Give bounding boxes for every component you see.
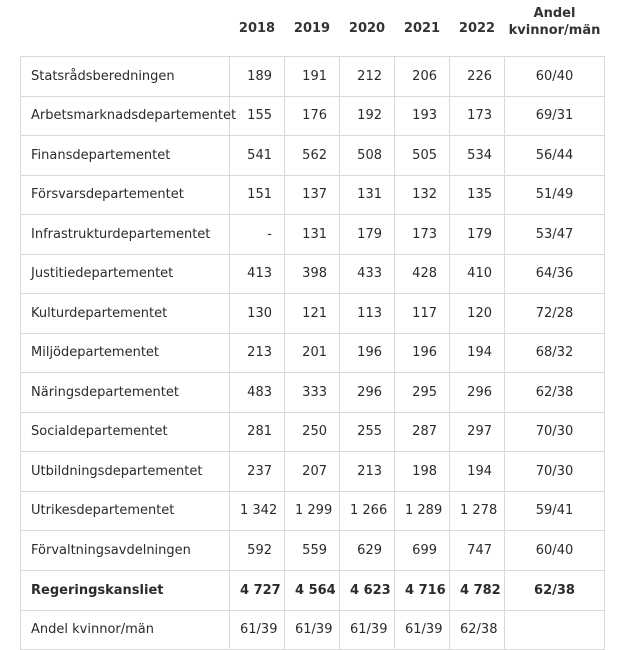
year-value-cell: 562 (285, 136, 340, 176)
year-value-cell: 508 (340, 136, 395, 176)
header-share-line2: kvinnor/män (508, 22, 601, 38)
year-value-cell: 1 266 (340, 491, 395, 531)
department-name-cell: Försvarsdepartementet (21, 175, 230, 215)
year-value-cell: 173 (395, 215, 450, 255)
year-value-cell: 194 (450, 333, 505, 373)
year-value-cell: 505 (395, 136, 450, 176)
share-cell: 69/31 (505, 96, 605, 136)
year-value-cell: 592 (230, 531, 285, 571)
share-cell: 72/28 (505, 294, 605, 334)
table-row (21, 254, 605, 294)
year-value-cell: 4 623 (340, 570, 395, 610)
department-name-cell: Utrikesdepartementet (21, 491, 230, 531)
year-value-cell: 151 (230, 175, 285, 215)
header-year: 2018 (238, 20, 276, 36)
year-value-cell: 255 (340, 412, 395, 452)
year-value-cell: 213 (230, 333, 285, 373)
year-value-cell: 198 (395, 452, 450, 492)
year-value-cell: 61/39 (395, 610, 450, 649)
year-value-cell: - (230, 215, 285, 255)
year-value-cell: 176 (285, 96, 340, 136)
year-value-cell: 132 (395, 175, 450, 215)
table-container (20, 0, 604, 650)
department-name-cell: Miljödepartementet (21, 333, 230, 373)
year-value-cell: 1 299 (285, 491, 340, 531)
year-value-cell: 433 (340, 254, 395, 294)
department-name-cell: Statsrådsberedningen (21, 57, 230, 97)
year-value-cell: 297 (450, 412, 505, 452)
year-value-cell: 201 (285, 333, 340, 373)
year-value-cell: 410 (450, 254, 505, 294)
year-value-cell: 130 (230, 294, 285, 334)
header-year: 2022 (458, 20, 496, 36)
share-cell: 62/38 (505, 373, 605, 413)
header-share-line1: Andel (533, 5, 576, 21)
department-name-cell: Kulturdepartementet (21, 294, 230, 334)
year-value-cell: 398 (285, 254, 340, 294)
department-name-cell: Arbetsmarknadsdepartementet (21, 96, 230, 136)
share-cell: 62/38 (505, 570, 605, 610)
share-cell: 70/30 (505, 452, 605, 492)
department-name-cell: Justitiedepartementet (21, 254, 230, 294)
department-name-cell: Infrastrukturdepartementet (21, 215, 230, 255)
year-value-cell: 196 (395, 333, 450, 373)
table-row (21, 136, 605, 176)
year-value-cell: 250 (285, 412, 340, 452)
table-row (21, 57, 605, 97)
total-row (21, 570, 605, 610)
table-row (21, 96, 605, 136)
header-year: 2019 (293, 20, 331, 36)
department-name-cell: Förvaltningsavdelningen (21, 531, 230, 571)
year-value-cell: 1 289 (395, 491, 450, 531)
table-row (21, 373, 605, 413)
year-value-cell: 191 (285, 57, 340, 97)
header-department (21, 0, 230, 57)
year-value-cell: 483 (230, 373, 285, 413)
year-value-cell: 629 (340, 531, 395, 571)
year-value-cell: 206 (395, 57, 450, 97)
table-row (21, 333, 605, 373)
table-body (21, 57, 605, 650)
year-value-cell: 131 (340, 175, 395, 215)
year-value-cell: 428 (395, 254, 450, 294)
department-name-cell: Utbildningsdepartementet (21, 452, 230, 492)
staff-table (20, 0, 605, 650)
year-value-cell: 213 (340, 452, 395, 492)
year-value-cell: 120 (450, 294, 505, 334)
share-cell (505, 610, 605, 649)
year-value-cell: 699 (395, 531, 450, 571)
year-value-cell: 333 (285, 373, 340, 413)
year-value-cell: 237 (230, 452, 285, 492)
year-value-cell: 295 (395, 373, 450, 413)
year-value-cell: 4 716 (395, 570, 450, 610)
year-value-cell: 135 (450, 175, 505, 215)
header-row (21, 0, 605, 57)
year-value-cell: 281 (230, 412, 285, 452)
year-value-cell: 113 (340, 294, 395, 334)
year-value-cell: 194 (450, 452, 505, 492)
year-value-cell: 541 (230, 136, 285, 176)
table-row (21, 412, 605, 452)
year-value-cell: 192 (340, 96, 395, 136)
share-cell: 53/47 (505, 215, 605, 255)
year-value-cell: 212 (340, 57, 395, 97)
header-year: 2020 (348, 20, 386, 36)
year-value-cell: 1 278 (450, 491, 505, 531)
share-cell: 56/44 (505, 136, 605, 176)
table-row (21, 531, 605, 571)
year-value-cell: 207 (285, 452, 340, 492)
year-value-cell: 131 (285, 215, 340, 255)
department-name-cell: Näringsdepartementet (21, 373, 230, 413)
header-share (505, 0, 605, 57)
year-value-cell: 179 (340, 215, 395, 255)
table-row (21, 215, 605, 255)
year-value-cell: 61/39 (230, 610, 285, 649)
year-value-cell: 196 (340, 333, 395, 373)
share-cell: 64/36 (505, 254, 605, 294)
year-value-cell: 1 342 (230, 491, 285, 531)
table-row (21, 175, 605, 215)
share-cell: 59/41 (505, 491, 605, 531)
share-cell: 51/49 (505, 175, 605, 215)
year-value-cell: 296 (450, 373, 505, 413)
year-value-cell: 117 (395, 294, 450, 334)
share-cell: 60/40 (505, 57, 605, 97)
table-header (21, 0, 605, 57)
table-row (21, 452, 605, 492)
year-value-cell: 4 782 (450, 570, 505, 610)
year-value-cell: 189 (230, 57, 285, 97)
year-value-cell: 61/39 (285, 610, 340, 649)
share-cell: 60/40 (505, 531, 605, 571)
year-value-cell: 287 (395, 412, 450, 452)
year-value-cell: 534 (450, 136, 505, 176)
year-value-cell: 179 (450, 215, 505, 255)
department-name-cell: Socialdepartementet (21, 412, 230, 452)
share-row (21, 610, 605, 649)
share-cell: 68/32 (505, 333, 605, 373)
year-value-cell: 137 (285, 175, 340, 215)
year-value-cell: 155 (230, 96, 285, 136)
department-name-cell: Andel kvinnor/män (21, 610, 230, 649)
year-value-cell: 62/38 (450, 610, 505, 649)
table-row (21, 294, 605, 334)
year-value-cell: 559 (285, 531, 340, 571)
year-value-cell: 4 564 (285, 570, 340, 610)
table-row (21, 491, 605, 531)
year-value-cell: 226 (450, 57, 505, 97)
department-name-cell: Regeringskansliet (21, 570, 230, 610)
year-value-cell: 61/39 (340, 610, 395, 649)
year-value-cell: 747 (450, 531, 505, 571)
year-value-cell: 121 (285, 294, 340, 334)
header-year: 2021 (403, 20, 441, 36)
year-value-cell: 193 (395, 96, 450, 136)
share-cell: 70/30 (505, 412, 605, 452)
year-value-cell: 173 (450, 96, 505, 136)
year-value-cell: 4 727 (230, 570, 285, 610)
department-name-cell: Finansdepartementet (21, 136, 230, 176)
year-value-cell: 296 (340, 373, 395, 413)
year-value-cell: 413 (230, 254, 285, 294)
